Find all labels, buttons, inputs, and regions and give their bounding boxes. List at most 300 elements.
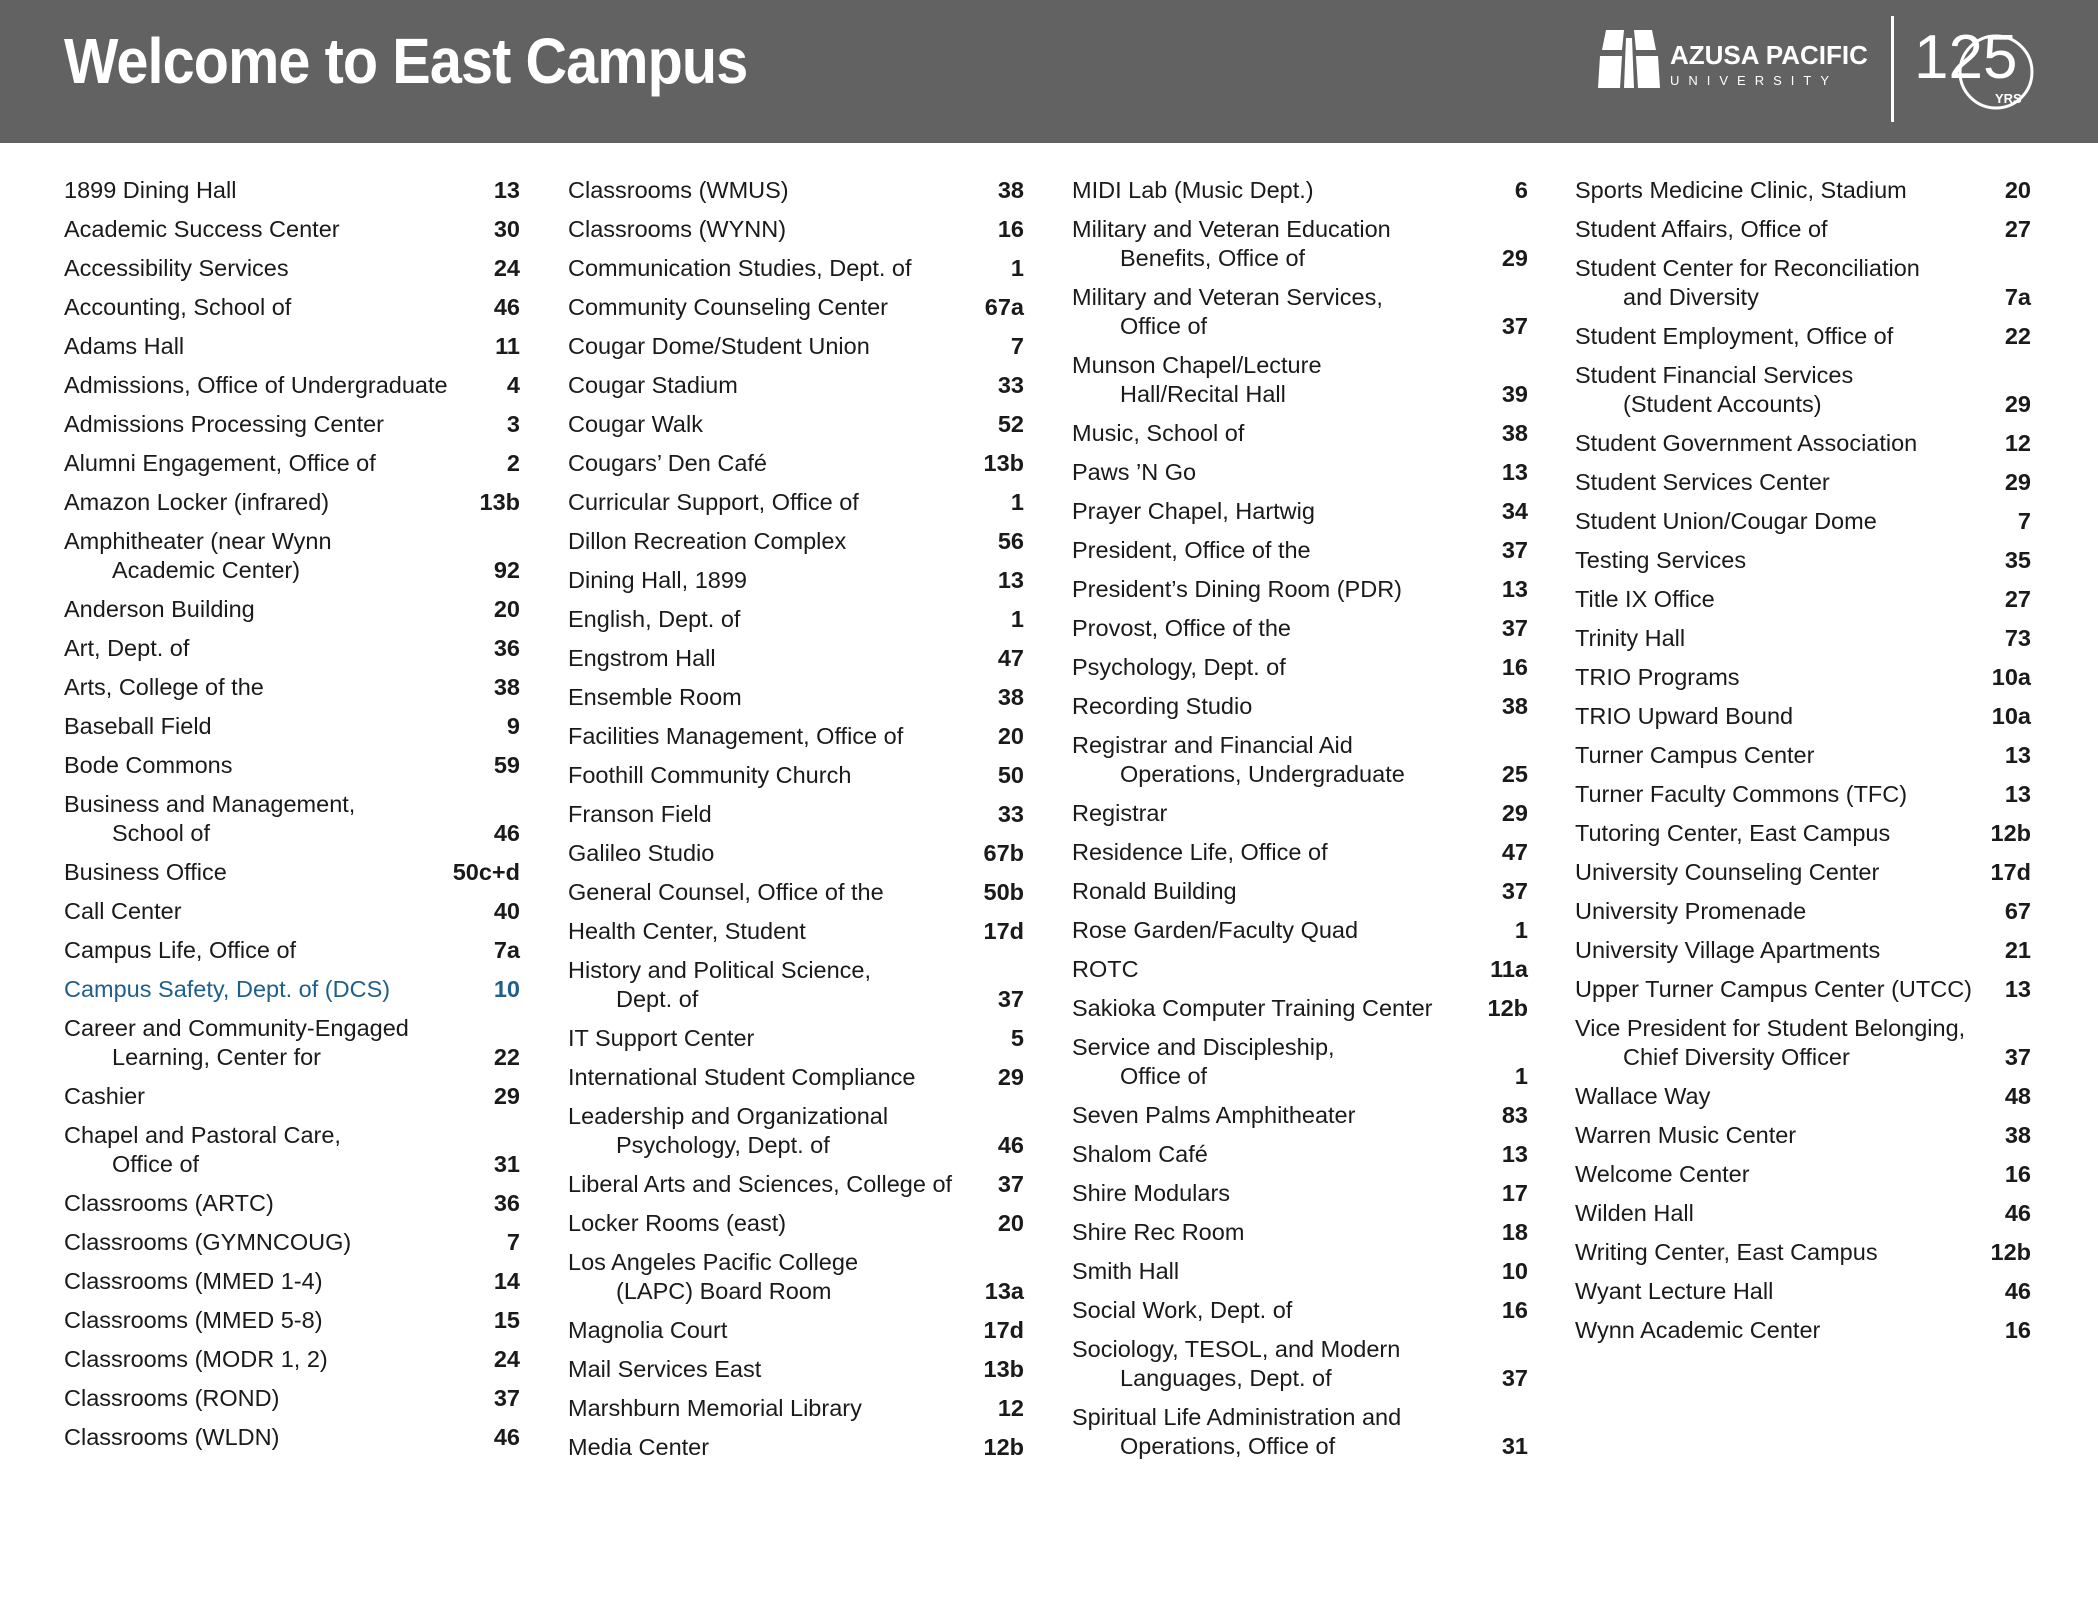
entry-name — [1072, 955, 1490, 984]
directory-entry — [568, 605, 1024, 634]
directory-entry — [568, 215, 1024, 244]
entry-name — [568, 488, 1011, 517]
entry-name — [64, 634, 494, 663]
directory-entry — [568, 176, 1024, 205]
entry-name-line: Leadership and Organizational — [568, 1103, 889, 1129]
entry-name — [1072, 1403, 1502, 1461]
entry-name-line: Seven Palms Amphitheater — [1072, 1102, 1356, 1128]
entry-name — [64, 751, 494, 780]
directory-column-1 — [64, 176, 520, 1462]
building-number: 3 — [506, 411, 520, 437]
building-number: 83 — [1501, 1102, 1528, 1128]
directory-entry — [568, 1063, 1024, 1092]
entry-name-line: Military and Veteran Services, — [1072, 284, 1383, 310]
directory-entry — [1072, 916, 1528, 945]
building-number: 7 — [1010, 333, 1024, 359]
building-number: 21 — [2004, 937, 2031, 963]
entry-name-continuation: (LAPC) Board Room — [616, 1278, 832, 1304]
directory-entry — [1072, 575, 1528, 604]
directory-entry — [1072, 838, 1528, 867]
entry-name — [568, 800, 998, 829]
entry-name-line: Ensemble Room — [568, 684, 742, 710]
entry-name-line: Business Office — [64, 859, 227, 885]
directory-entry — [1575, 1199, 2031, 1228]
building-number: 37 — [493, 1385, 520, 1411]
entry-name — [1072, 653, 1502, 682]
entry-name-line: Accessibility Services — [64, 255, 289, 281]
building-number: 13 — [1501, 459, 1528, 485]
building-number: 13a — [984, 1278, 1024, 1304]
entry-name — [64, 1082, 494, 1111]
building-number: 12 — [997, 1395, 1024, 1421]
directory-entry — [568, 254, 1024, 283]
building-number: 12b — [983, 1434, 1024, 1460]
entry-name-line: Testing Services — [1575, 547, 1747, 573]
directory-entry — [64, 1082, 520, 1111]
entry-name-line: Campus Life, Office of — [64, 937, 297, 963]
entry-name-line: Wyant Lecture Hall — [1575, 1278, 1774, 1304]
entry-name — [64, 858, 453, 887]
entry-name-line: Ronald Building — [1072, 878, 1237, 904]
entry-name-line: Rose Garden/Faculty Quad — [1072, 917, 1359, 943]
building-number: 35 — [2004, 547, 2031, 573]
building-number: 46 — [2004, 1200, 2031, 1226]
entry-name — [568, 293, 985, 322]
entry-name — [64, 975, 494, 1004]
directory-entry — [1575, 1277, 2031, 1306]
entry-name — [64, 1345, 494, 1374]
entry-name-continuation: Learning, Center for — [112, 1044, 322, 1070]
directory-entry — [568, 1394, 1024, 1423]
entry-name — [64, 1014, 494, 1072]
entry-name — [568, 956, 998, 1014]
building-number: 46 — [2004, 1278, 2031, 1304]
entry-name-line: International Student Compliance — [568, 1064, 916, 1090]
entry-name — [64, 254, 494, 283]
building-number: 25 — [1501, 761, 1528, 787]
directory-column-3 — [1072, 176, 1528, 1471]
entry-name — [568, 449, 984, 478]
entry-name — [1072, 731, 1502, 789]
building-number: 16 — [997, 216, 1024, 242]
directory-entry — [64, 1228, 520, 1257]
entry-name — [64, 790, 494, 848]
entry-name — [1575, 819, 1991, 848]
entry-name-line: Baseball Field — [64, 713, 212, 739]
entry-name-line: Foothill Community Church — [568, 762, 852, 788]
directory-entry — [1575, 1014, 2031, 1072]
building-number: 37 — [1501, 615, 1528, 641]
entry-name — [64, 936, 494, 965]
building-number: 13b — [479, 489, 520, 515]
directory-entry — [1072, 731, 1528, 789]
entry-name-line: Cougar Dome/Student Union — [568, 333, 870, 359]
entry-name — [1072, 1218, 1502, 1247]
entry-name — [568, 215, 998, 244]
directory-entry — [1072, 1257, 1528, 1286]
directory-entry — [1072, 799, 1528, 828]
entry-name — [1575, 897, 2005, 926]
entry-name — [1575, 176, 2005, 205]
entry-name-line: Wynn Academic Center — [1575, 1317, 1821, 1343]
entry-name-line: Sports Medicine Clinic, Stadium — [1575, 177, 1907, 203]
entry-name — [1575, 361, 2005, 419]
directory-entry — [1072, 1335, 1528, 1393]
building-number: 38 — [1501, 693, 1528, 719]
building-number: 59 — [493, 752, 520, 778]
building-number: 30 — [493, 216, 520, 242]
building-number: 13 — [1501, 576, 1528, 602]
entry-name — [568, 1316, 984, 1345]
directory-entry — [568, 1170, 1024, 1199]
apu-logo-icon — [1598, 30, 1660, 88]
directory-entry — [568, 566, 1024, 595]
building-number: 16 — [2004, 1161, 2031, 1187]
entry-name-line: Anderson Building — [64, 596, 255, 622]
directory-entry — [1575, 215, 2031, 244]
directory-entry — [1072, 955, 1528, 984]
building-number: 4 — [506, 372, 520, 398]
entry-name — [64, 595, 494, 624]
directory-entry — [568, 1316, 1024, 1345]
entry-name-line: TRIO Upward Bound — [1575, 703, 1794, 729]
entry-name-line: Munson Chapel/Lecture — [1072, 352, 1322, 378]
building-number: 12b — [1990, 820, 2031, 846]
entry-name-continuation: Operations, Office of — [1120, 1433, 1336, 1459]
entry-name — [1072, 1101, 1502, 1130]
directory-entry — [64, 897, 520, 926]
entry-name-line: Title IX Office — [1575, 586, 1715, 612]
entry-name-line: Business and Management, — [64, 791, 356, 817]
building-number: 1 — [1514, 917, 1528, 943]
brand-subtitle: UNIVERSITY — [1670, 73, 1839, 88]
directory-entry — [64, 332, 520, 361]
entry-name — [1575, 1277, 2005, 1306]
building-number: 29 — [493, 1083, 520, 1109]
directory-entry — [568, 956, 1024, 1014]
entry-name-line: TRIO Programs — [1575, 664, 1740, 690]
entry-name — [1072, 419, 1502, 448]
directory-entry — [1072, 877, 1528, 906]
building-number: 27 — [2004, 586, 2031, 612]
entry-name-line: Spiritual Life Administration and — [1072, 1404, 1402, 1430]
entry-name-line: Classrooms (MMED 1-4) — [64, 1268, 323, 1294]
entry-name-line: Trinity Hall — [1575, 625, 1686, 651]
entry-name-line: Music, School of — [1072, 420, 1245, 446]
entry-name-line: Registrar and Financial Aid — [1072, 732, 1353, 758]
building-number: 10 — [1501, 1258, 1528, 1284]
entry-name-line: Wilden Hall — [1575, 1200, 1694, 1226]
entry-name-line: Amazon Locker (infrared) — [64, 489, 330, 515]
entry-name — [1072, 1033, 1515, 1091]
building-number: 7a — [493, 937, 520, 963]
directory-entry — [64, 712, 520, 741]
entry-name-line: Magnolia Court — [568, 1317, 728, 1343]
entry-name — [1072, 575, 1502, 604]
entry-name — [568, 1063, 998, 1092]
building-number: 15 — [493, 1307, 520, 1333]
directory-entry — [1575, 585, 2031, 614]
entry-name-continuation: Office of — [1120, 313, 1208, 339]
building-number: 20 — [2004, 177, 2031, 203]
building-number: 12b — [1487, 995, 1528, 1021]
entry-name — [568, 644, 998, 673]
building-number: 1 — [1514, 1063, 1528, 1089]
building-number: 13 — [2004, 781, 2031, 807]
building-number: 48 — [2004, 1083, 2031, 1109]
entry-name-line: Cashier — [64, 1083, 145, 1109]
entry-name — [1575, 215, 2005, 244]
directory-entry — [64, 293, 520, 322]
entry-name — [568, 917, 984, 946]
entry-name-line: History and Political Science, — [568, 957, 872, 983]
building-number: 16 — [1501, 654, 1528, 680]
directory-entry — [1575, 858, 2031, 887]
entry-name-line: University Counseling Center — [1575, 859, 1880, 885]
directory-entry — [64, 215, 520, 244]
entry-name — [568, 1394, 998, 1423]
entry-name-line: Turner Campus Center — [1575, 742, 1815, 768]
directory-entry — [64, 449, 520, 478]
entry-name — [568, 176, 998, 205]
entry-name — [568, 1102, 998, 1160]
building-number: 67b — [983, 840, 1024, 866]
building-number: 37 — [1501, 537, 1528, 563]
entry-name — [568, 1248, 985, 1306]
entry-name — [568, 371, 998, 400]
entry-name — [568, 1355, 984, 1384]
entry-name-line: Chapel and Pastoral Care, — [64, 1122, 341, 1148]
building-number: 50c+d — [452, 859, 520, 885]
directory-entry — [64, 371, 520, 400]
building-number: 33 — [997, 372, 1024, 398]
building-number: 6 — [1514, 177, 1528, 203]
entry-name-line: MIDI Lab (Music Dept.) — [1072, 177, 1314, 203]
building-number: 10a — [1991, 703, 2031, 729]
building-number: 22 — [2004, 323, 2031, 349]
directory-entry — [64, 595, 520, 624]
entry-name — [1575, 702, 1992, 731]
entry-name-continuation: Academic Center) — [112, 557, 301, 583]
entry-name-line: Admissions Processing Center — [64, 411, 384, 437]
directory-entry — [64, 527, 520, 585]
directory-entry — [1575, 1316, 2031, 1345]
entry-name-line: General Counsel, Office of the — [568, 879, 884, 905]
entry-name — [568, 1433, 984, 1462]
header-divider — [1891, 16, 1894, 122]
building-number: 37 — [1501, 878, 1528, 904]
directory-entry — [64, 410, 520, 439]
directory-entry — [568, 839, 1024, 868]
entry-name — [64, 371, 507, 400]
entry-name — [1575, 507, 2018, 536]
building-number: 38 — [997, 177, 1024, 203]
entry-name-line: Call Center — [64, 898, 182, 924]
directory-entry — [1575, 254, 2031, 312]
building-number: 46 — [493, 820, 520, 846]
building-number: 7a — [2004, 284, 2031, 310]
entry-name-line: Service and Discipleship, — [1072, 1034, 1335, 1060]
directory-entry — [1575, 322, 2031, 351]
building-number: 13 — [2004, 976, 2031, 1002]
entry-name-line: Art, Dept. of — [64, 635, 190, 661]
directory-entry — [1072, 1296, 1528, 1325]
entry-name — [1072, 283, 1502, 341]
entry-name — [568, 254, 1011, 283]
entry-name-line: Shire Rec Room — [1072, 1219, 1245, 1245]
directory-entry — [1575, 1160, 2031, 1189]
entry-name — [1072, 497, 1502, 526]
building-number: 29 — [2004, 469, 2031, 495]
directory-entry — [1575, 702, 2031, 731]
directory-column-4 — [1575, 176, 2031, 1355]
entry-name — [1072, 692, 1502, 721]
building-number: 50b — [983, 879, 1024, 905]
entry-name — [1072, 215, 1502, 273]
entry-name-line: Classrooms (MMED 5-8) — [64, 1307, 323, 1333]
entry-name-line: Military and Veteran Education — [1072, 216, 1391, 242]
entry-name-line: Bode Commons — [64, 752, 233, 778]
building-number: 67 — [2004, 898, 2031, 924]
entry-name — [1575, 936, 2005, 965]
entry-name-line: Student Union/Cougar Dome — [1575, 508, 1877, 534]
entry-name — [568, 1170, 998, 1199]
brand-wordmark — [1670, 40, 1868, 88]
building-number: 50 — [997, 762, 1024, 788]
directory-entry — [1072, 1033, 1528, 1091]
entry-name-line: Student Financial Services — [1575, 362, 1854, 388]
directory-entry — [64, 1267, 520, 1296]
building-number: 16 — [1501, 1297, 1528, 1323]
entry-name — [1072, 1140, 1502, 1169]
entry-name-line: Residence Life, Office of — [1072, 839, 1328, 865]
directory-entry — [1072, 653, 1528, 682]
entry-name — [64, 1189, 494, 1218]
entry-name — [1575, 1238, 1991, 1267]
directory-entry — [568, 332, 1024, 361]
entry-name — [64, 449, 507, 478]
entry-name-line: Classrooms (ROND) — [64, 1385, 280, 1411]
directory-entry — [1072, 215, 1528, 273]
entry-name-line: Career and Community-Engaged — [64, 1015, 409, 1041]
building-number: 29 — [2004, 391, 2031, 417]
entry-name — [64, 1267, 494, 1296]
entry-name — [568, 878, 984, 907]
entry-name — [64, 410, 507, 439]
directory-entry — [1072, 1179, 1528, 1208]
building-number: 73 — [2004, 625, 2031, 651]
entry-name — [1575, 624, 2005, 653]
entry-name-continuation: Hall/Recital Hall — [1120, 381, 1286, 407]
entry-name-line: English, Dept. of — [568, 606, 741, 632]
entry-name-line: Classrooms (WLDN) — [64, 1424, 280, 1450]
entry-name-line: Amphitheater (near Wynn — [64, 528, 332, 554]
entry-name-line: Classrooms (MODR 1, 2) — [64, 1346, 328, 1372]
directory-entry — [64, 673, 520, 702]
entry-name — [1575, 780, 2005, 809]
entry-name — [64, 1384, 494, 1413]
directory-entry — [1575, 819, 2031, 848]
building-number: 2 — [506, 450, 520, 476]
entry-name — [64, 673, 494, 702]
entry-name-line: Provost, Office of the — [1072, 615, 1292, 641]
entry-name-line: ROTC — [1072, 956, 1139, 982]
entry-name — [64, 1121, 494, 1179]
building-number: 13 — [2004, 742, 2031, 768]
building-number: 34 — [1501, 498, 1528, 524]
directory-entry — [1575, 741, 2031, 770]
building-number: 38 — [1501, 420, 1528, 446]
directory-entry — [1575, 546, 2031, 575]
entry-name — [568, 761, 998, 790]
entry-name — [1072, 1296, 1502, 1325]
directory-entry — [568, 1433, 1024, 1462]
building-number: 36 — [493, 635, 520, 661]
entry-name-line: Cougars’ Den Café — [568, 450, 767, 476]
entry-name-line: Dillon Recreation Complex — [568, 528, 847, 554]
building-number: 20 — [493, 596, 520, 622]
building-number: 47 — [997, 645, 1024, 671]
entry-name-line: Accounting, School of — [64, 294, 292, 320]
directory-entry — [64, 858, 520, 887]
building-number: 39 — [1501, 381, 1528, 407]
building-number: 9 — [506, 713, 520, 739]
anniversary-unit: YRS — [1995, 91, 2022, 106]
entry-name-line: University Promenade — [1575, 898, 1807, 924]
entry-name-line: Academic Success Center — [64, 216, 340, 242]
entry-name-continuation: School of — [112, 820, 210, 846]
directory-entry — [568, 371, 1024, 400]
directory-column-2 — [568, 176, 1024, 1472]
entry-name-continuation: Languages, Dept. of — [1120, 1365, 1332, 1391]
entry-name-line: Recording Studio — [1072, 693, 1253, 719]
entry-name-line: President’s Dining Room (PDR) — [1072, 576, 1402, 602]
directory-entry — [568, 1248, 1024, 1306]
directory-entry — [1072, 419, 1528, 448]
directory-entry — [1072, 1101, 1528, 1130]
entry-name — [568, 1024, 1011, 1053]
entry-name-line: Writing Center, East Campus — [1575, 1239, 1878, 1265]
directory-entry — [64, 936, 520, 965]
directory-entry — [64, 790, 520, 848]
building-number: 11a — [1490, 956, 1528, 982]
entry-name — [1072, 1179, 1502, 1208]
building-number: 37 — [1501, 313, 1528, 339]
entry-name-line: Adams Hall — [64, 333, 185, 359]
directory-entry — [1072, 1403, 1528, 1461]
entry-name-line: Tutoring Center, East Campus — [1575, 820, 1891, 846]
entry-name — [64, 488, 480, 517]
directory-entry — [64, 975, 520, 1004]
entry-name-continuation: (Student Accounts) — [1623, 391, 1822, 417]
building-number: 17d — [983, 918, 1024, 944]
entry-name-line: Student Center for Reconciliation — [1575, 255, 1920, 281]
entry-name-continuation: Office of — [112, 1151, 200, 1177]
entry-name-line: Facilities Management, Office of — [568, 723, 904, 749]
entry-name — [64, 1228, 507, 1257]
entry-name — [64, 527, 494, 585]
directory-entry — [568, 527, 1024, 556]
directory-entry — [568, 1355, 1024, 1384]
directory-entry — [568, 1209, 1024, 1238]
building-number: 52 — [997, 411, 1024, 437]
directory-entry — [64, 1189, 520, 1218]
entry-name — [64, 332, 495, 361]
directory-entry — [568, 449, 1024, 478]
directory-entry — [1072, 536, 1528, 565]
directory-entry — [1575, 429, 2031, 458]
entry-name — [1575, 1160, 2005, 1189]
